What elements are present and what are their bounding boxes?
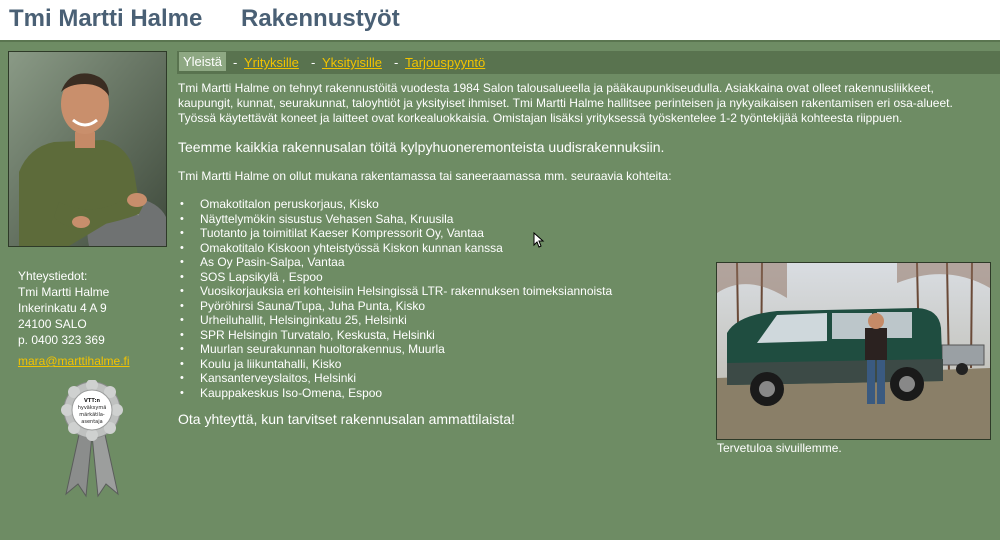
main-navigation xyxy=(177,51,1000,74)
list-item: • As Oy Pasin-Salpa, Vantaa xyxy=(178,255,988,270)
contact-phone: p. 0400 323 369 xyxy=(18,333,105,347)
nav-link-private[interactable]: Yksityisille xyxy=(322,55,382,70)
photo-caption: Tervetuloa sivuillemme. xyxy=(717,441,842,455)
highlight-text: Teemme kaikkia rakennusalan töitä kylpyhuoneremonteista uudisrakennuksiin. xyxy=(178,139,665,155)
contact-city: 24100 SALO xyxy=(18,317,87,331)
badge-line-2: hyväksymä xyxy=(77,405,107,411)
nav-link-companies[interactable]: Yrityksille xyxy=(244,55,299,70)
list-item: • Pyöröhirsi Sauna/Tupa, Juha Punta, Kisko xyxy=(178,299,988,314)
nav-separator: - xyxy=(311,55,316,70)
list-item: • Kansanterveyslaitos, Helsinki xyxy=(178,371,988,386)
nav-link-quote-request[interactable]: Tarjouspyyntö xyxy=(405,55,486,70)
list-item: • Urheiluhallit, Helsinginkatu 25, Helsinki xyxy=(178,313,988,328)
list-item: • Omakotitalon peruskorjaus, Kisko xyxy=(178,197,988,212)
list-item: • Näyttelymökin sisustus Vehasen Saha, Kruusila xyxy=(178,212,988,227)
projects-intro: Tmi Martti Halme on ollut mukana rakentamassa tai saneeraamassa mm. seuraavia kohteita: xyxy=(178,169,672,183)
list-item: • Tuotanto ja toimitilat Kaeser Kompressorit Oy, Vantaa xyxy=(178,226,988,241)
nav-separator: - xyxy=(394,55,399,70)
nav-tab-general[interactable]: Yleistä xyxy=(179,52,226,71)
list-item: • Kauppakeskus Iso-Omena, Espoo xyxy=(178,386,988,401)
list-item: • Vuosikorjauksia eri kohteisiin Helsingissä LTR- rakennuksen toimeksiannoista xyxy=(178,284,988,299)
contact-heading: Yhteystiedot: xyxy=(18,269,88,283)
company-name: Tmi Martti Halme xyxy=(9,5,203,32)
mouse-cursor-icon xyxy=(533,232,545,248)
contact-street: Inkerinkatu 4 A 9 xyxy=(18,301,107,315)
list-item: • SPR Helsingin Turvatalo, Keskusta, Helsinki xyxy=(178,328,988,343)
contact-info xyxy=(18,268,109,348)
page-header xyxy=(0,0,1000,42)
intro-paragraph: Tmi Martti Halme on tehnyt rakennustöitä vuodesta 1984 Salon talousalueella ja pääkaupunkiseudulla. Asiakkaina ovat olleet rakennusliikkeet, kaupungit, kunnat, seurakunnat, taloyhtiöt ja yksityiset ihmiset. Tmi Martti Halme hallitsee perinteisen ja nykyaikaisen rakentamisen eri osa-alueet. Työssä käytettävät koneet ja laitteet ovat korkealuokkaisia. Omistajan lisäksi yrityksessä työskentelee 1-2 työntekijää kohteesta riippuen. xyxy=(178,81,953,125)
list-item: • SOS Lapsikylä , Espoo xyxy=(178,270,988,285)
contact-name: Tmi Martti Halme xyxy=(18,285,110,299)
owner-portrait-photo xyxy=(8,51,167,247)
nav-separator: - xyxy=(233,55,238,70)
van-photo xyxy=(716,262,991,440)
contact-email-link[interactable]: mara@marttihalme.fi xyxy=(18,354,130,368)
badge-line-3: märkätila- xyxy=(79,412,105,418)
badge-line-4: asentaja xyxy=(81,419,103,425)
badge-line-1: VTT:n xyxy=(83,398,101,404)
list-item: • Koulu ja liikuntahalli, Kisko xyxy=(178,357,988,372)
company-tagline: Rakennustyöt xyxy=(241,5,400,32)
list-item: • Omakotitalo Kiskoon yhteistyössä Kiskon kunnan kanssa xyxy=(178,241,988,256)
list-item: • Muurlan seurakunnan huoltorakennus, Muurla xyxy=(178,342,988,357)
certification-badge xyxy=(60,380,124,498)
closing-text: Ota yhteyttä, kun tarvitset rakennusalan ammattilaista! xyxy=(178,411,515,427)
